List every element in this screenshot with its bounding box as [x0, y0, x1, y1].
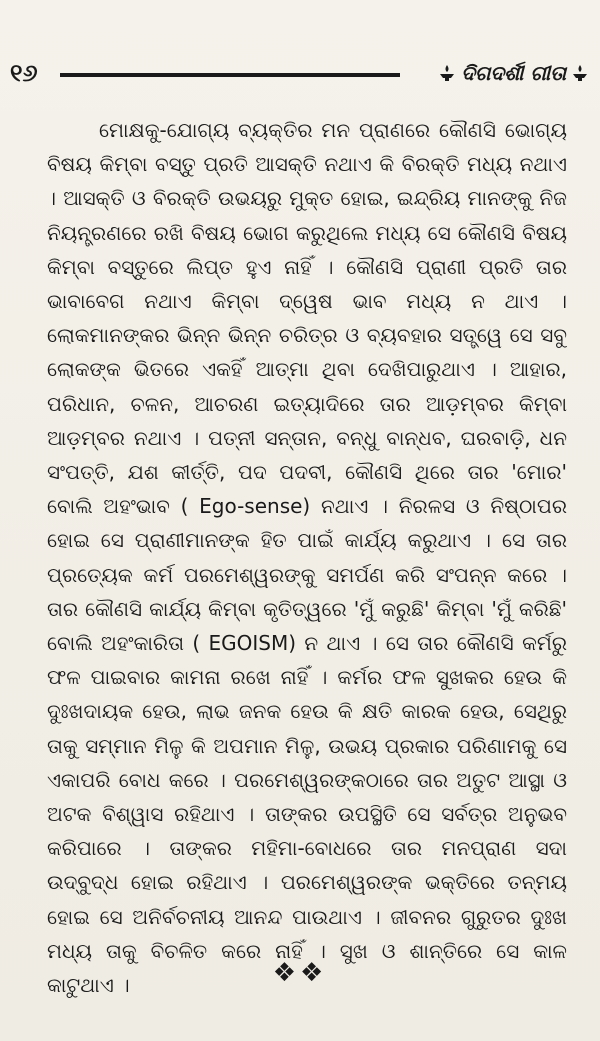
header-rule: [60, 73, 400, 77]
page-header: [10, 58, 588, 88]
lamp-icon: [439, 64, 455, 82]
running-title: ଦିଗଦର୍ଶୀ ଗୀତା: [461, 61, 566, 85]
diamond-ornament-icon: ❖❖: [272, 958, 328, 988]
body-paragraph: ମୋକ୍ଷକୁ-ଯୋଗ୍ୟ ବ୍ୟକ୍ତିର ମନ ପ୍ରାଣରେ କୌଣସି ଭୋଗ୍ୟ ବିଷୟ କିମ୍ବା ବସ୍ତୁ ପ୍ରତି ଆସକ୍ତି ନଥାଏ କି ବିରକ୍ତି ମଧ୍ୟ ନଥାଏ । ଆସକ୍ତି ଓ ବିରକ୍ତି ଉଭୟରୁ ମୁକ୍ତ ହୋଇ, ଇନ୍ଦ୍ରିୟ ମାନଙ୍କୁ ନିଜ ନିୟନ୍ତ୍ରଣରେ ରଖି ବିଷୟ ଭୋଗ କରୁଥିଲେ ମଧ୍ୟ ସେ କୌଣସି ବିଷୟ କିମ୍ବା ବସ୍ତୁରେ ଲିପ୍ତ ହୁଏ ନାହିଁ । କୌଣସି ପ୍ରାଣୀ ପ୍ରତି ତାର ଭାବାବେଗ ନଥାଏ କିମ୍ବା ଦ୍ୱେଷ ଭାବ ମଧ୍ୟ ନ ଥାଏ । ଲୋକମାନଙ୍କର ଭିନ୍ନ ଭିନ୍ନ ଚରିତ୍ର ଓ ବ୍ୟବହାର ସତ୍ତ୍ୱେ ସେ ସବୁ ଲୋକଙ୍କ ଭିତରେ ଏକହିଁ ଆତ୍ମା ଥିବା ଦେଖିପାରୁଥାଏ । ଆହାର, ପରିଧାନ, ଚଳନ, ଆଚରଣ ଇତ୍ୟାଦିରେ ତାର ଆଡ଼ମ୍ବର କିମ୍ବା ଆଡ଼ମ୍ବର ନଥାଏ । ପତ୍ନୀ ସନ୍ତାନ, ବନ୍ଧୁ ବାନ୍ଧବ, ଘରବାଡ଼ି, ଧନ ସଂପତ୍ତି, ଯଶ କୀର୍ତ୍ତି, ପଦ ପଦବୀ, କୌଣସି ଥିରେ ତାର 'ମୋର' ବୋଲି ଅହଂଭାବ ( Ego-sense) ନଥାଏ । ନିରଳସ ଓ ନିଷ୍ଠାପର ହୋଇ ସେ ପ୍ରାଣୀମାନଙ୍କ ହିତ ପାଇଁ କାର୍ଯ୍ୟ କରୁଥାଏ । ସେ ତାର ପ୍ରତ୍ୟେକ କର୍ମ ପରମେଶ୍ୱରଙ୍କୁ ସମର୍ପଣ କରି ସଂପନ୍ନ କରେ । ତାର କୌଣସି କାର୍ଯ୍ୟ କିମ୍ବା କୃତିତ୍ୱରେ 'ମୁଁ କରୁଛି' କିମ୍ବା 'ମୁଁ କରିଛି' ବୋଲି ଅହଂକାରିତା ( EGOISM) ନ ଥାଏ । ସେ ତାର କୌଣସି କର୍ମରୁ ଫଳ ପାଇବାର କାମନା ରଖେ ନାହିଁ । କର୍ମର ଫଳ ସୁଖକର ହେଉ କି ଦୁଃଖଦାୟକ ହେଉ, ଲାଭ ଜନକ ହେଉ କି କ୍ଷତି କାରକ ହେଉ, ସେଥିରୁ ତାକୁ ସମ୍ମାନ ମିଳୁ କି ଅପମାନ ମିଳୁ, ଉଭୟ ପ୍ରକାର ପରିଣାମକୁ ସେ ଏକାପରି ବୋଧ କରେ । ପରମେଶ୍ୱରଙ୍କଠାରେ ତାର ଅତୁଟ ଆସ୍ଥା ଓ ଅଟକ ବିଶ୍ୱାସ ରହିଥାଏ । ତାଙ୍କର ଉପସ୍ଥିତି ସେ ସର୍ବତ୍ର ଅନୁଭବ କରିପାରେ । ତାଙ୍କର ମହିମା-ବୋଧରେ ତାର ମନପ୍ରାଣ ସଦା ଉଦ୍‌ବୁଦ୍ଧ ହୋଇ ରହିଥାଏ । ପରମେଶ୍ୱରଙ୍କ ଭକ୍ତିରେ ତନ୍ମୟ ହୋଇ ସେ ଅନିର୍ବଚନୀୟ ଆନନ୍ଦ ପାଉଥାଏ । ଜୀବନର ଗୁରୁତର ଦୁଃଖ ମଧ୍ୟ ତାକୁ ବିଚଳିତ କରେ ନାହିଁ । ସୁଖ ଓ ଶାନ୍ତିରେ ସେ କାଳ କାଟୁଥାଏ ।: [47, 118, 567, 998]
running-header: [408, 58, 588, 88]
page-number: ୧୬: [10, 59, 38, 87]
lamp-icon: [572, 64, 588, 82]
